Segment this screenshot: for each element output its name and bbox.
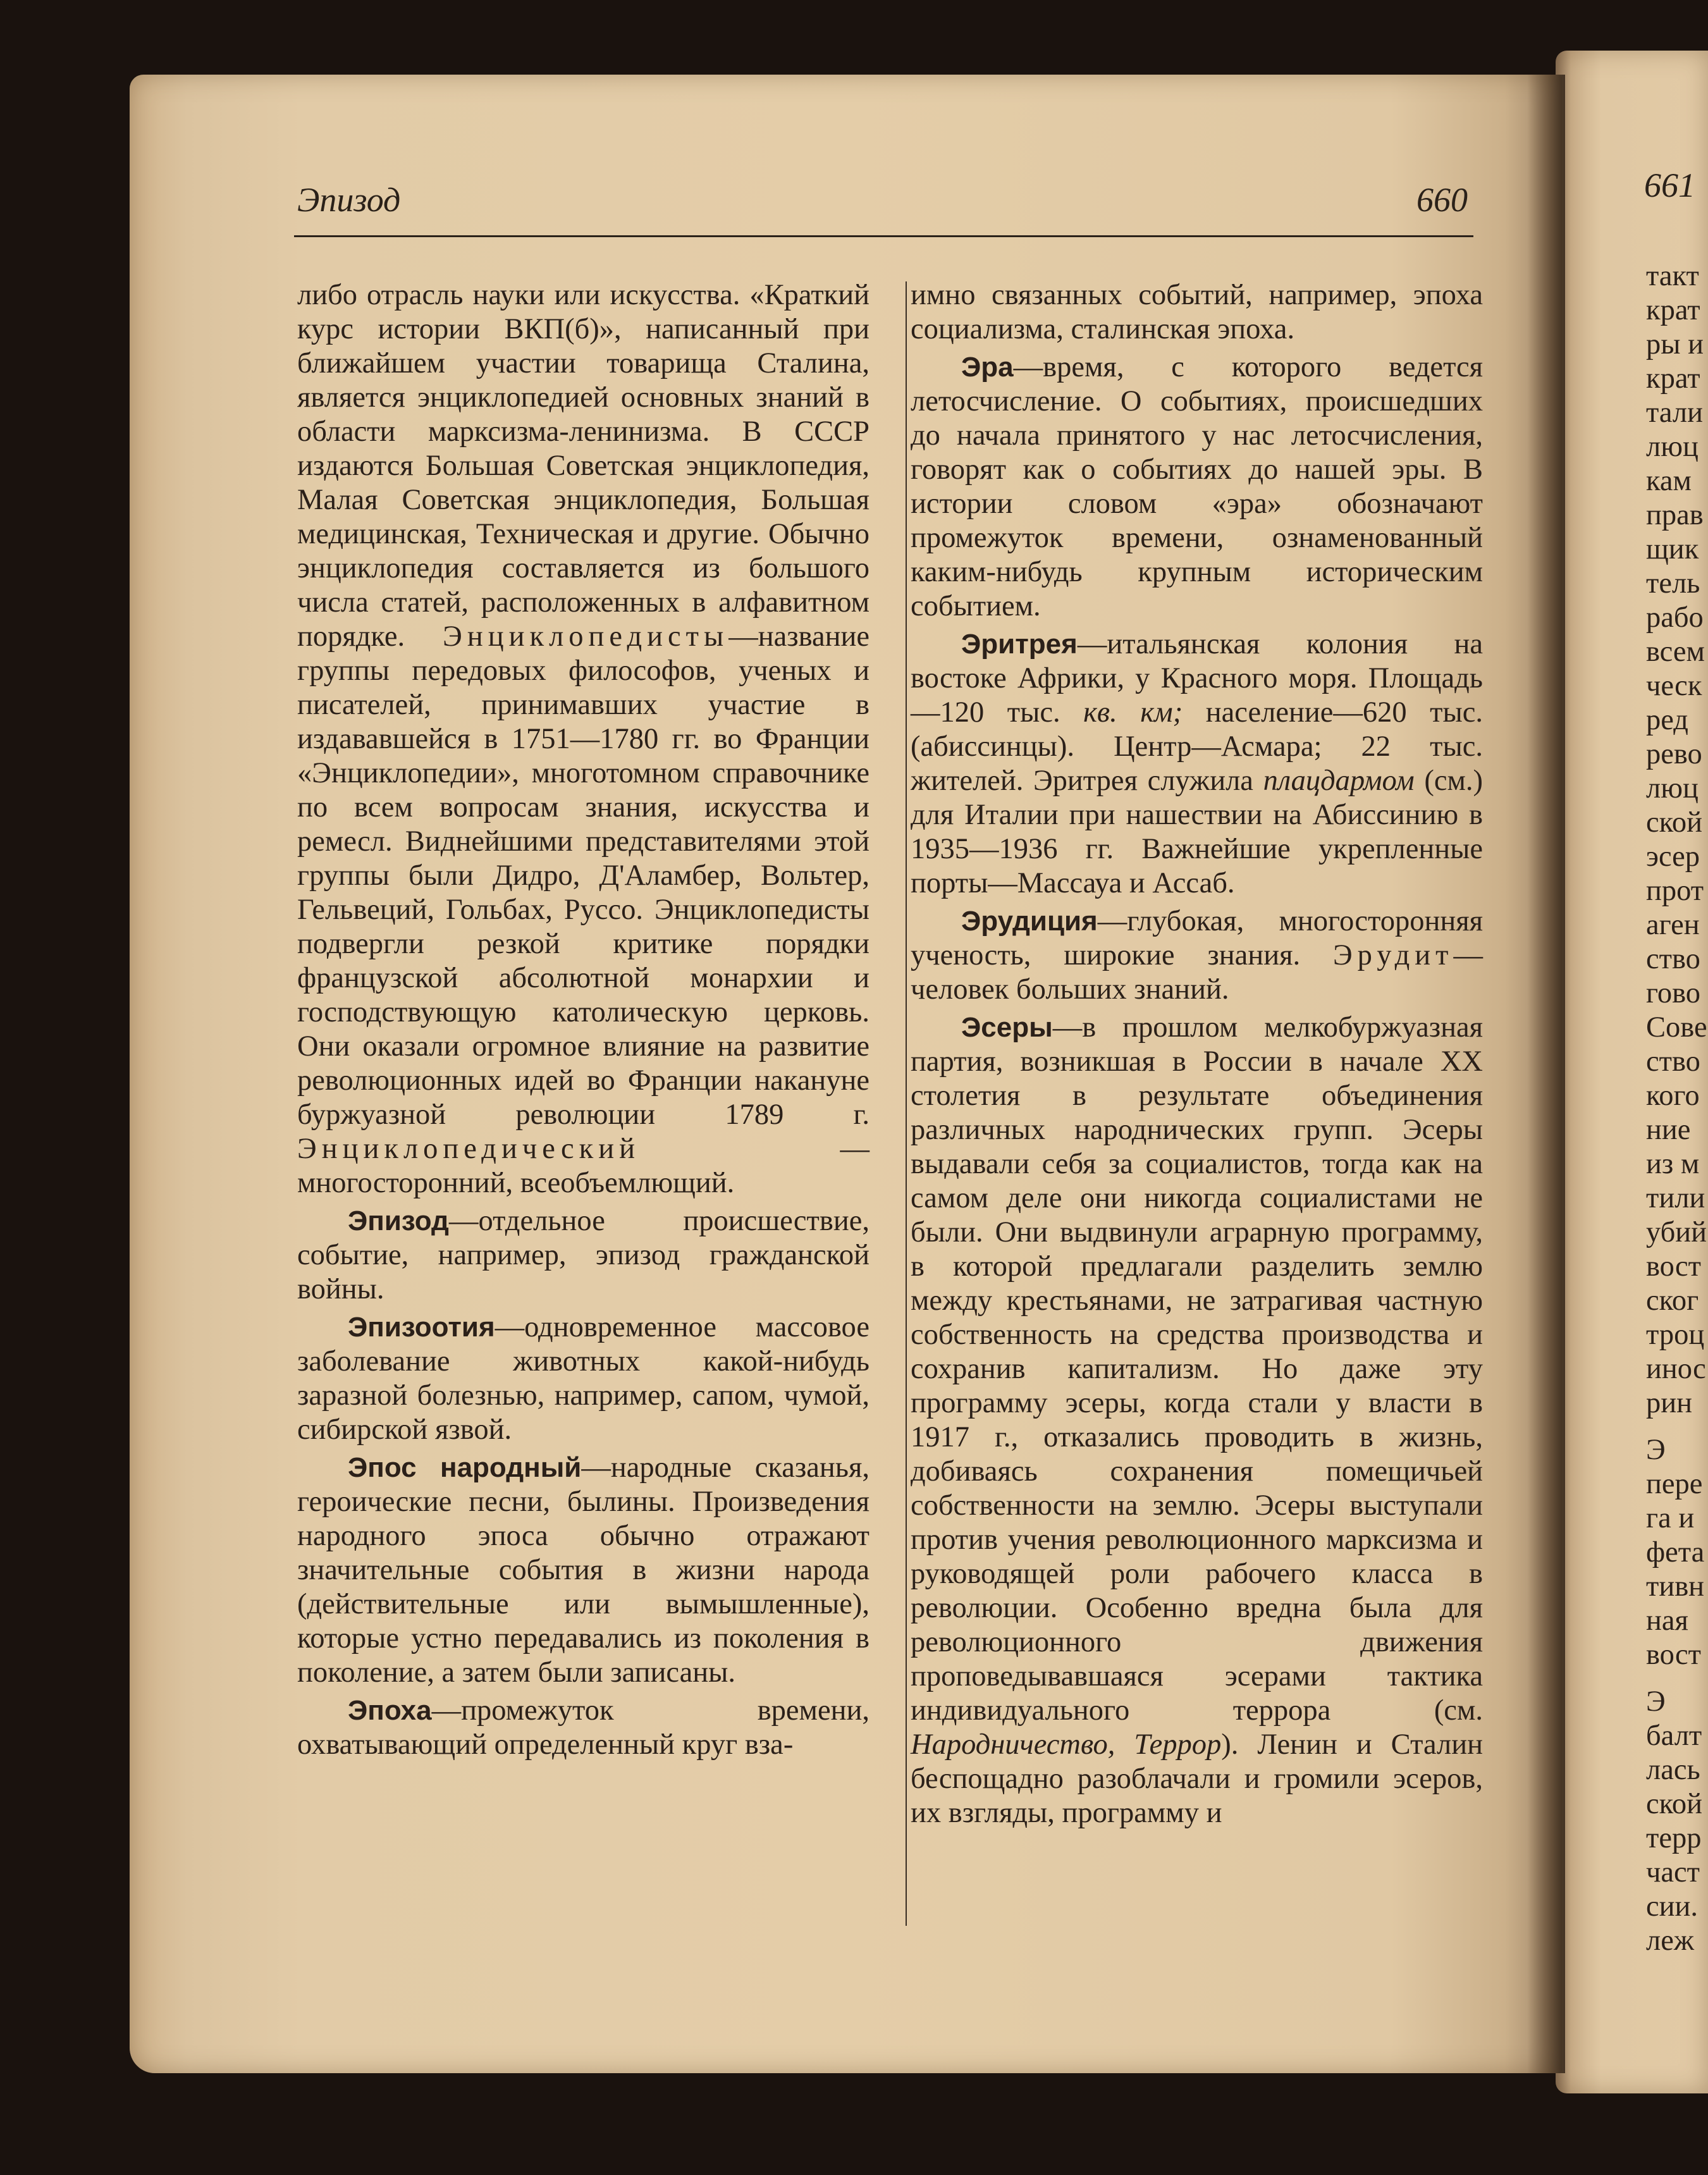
next-page-line-fragment: пере (1646, 1468, 1703, 1500)
next-page-line-fragment: терр (1646, 1822, 1702, 1854)
next-page-line-fragment: Э (1646, 1685, 1666, 1718)
next-page-line-fragment: балт (1646, 1720, 1702, 1752)
next-page-line-fragment: тивн (1646, 1570, 1705, 1603)
spaced-term: Энциклопедисты (443, 620, 729, 653)
entry-episode: Эпизод—отдельное происшествие, событие, например, эпизод гражданской войны. (297, 1205, 869, 1305)
book-gutter (1527, 75, 1565, 2073)
next-page-line-fragment: кам (1646, 465, 1692, 497)
spaced-term: Эрудит (1332, 939, 1454, 971)
left-text-column (297, 278, 869, 1766)
next-page-line-fragment: Э (1646, 1434, 1666, 1466)
next-page-line-fragment: щик (1646, 533, 1699, 565)
next-page-line-fragment: крат (1646, 362, 1700, 395)
unit-text: кв. км; (1083, 696, 1183, 729)
entry-epizootic: Эпизоотия—одновременное массовое заболевание животных какой-нибудь заразной болезнью, например, сапом, чумой, сибирской язвой. (297, 1311, 869, 1446)
next-page-line-fragment: част (1646, 1856, 1700, 1888)
entry-encyclopedia-continued: либо отрасль науки или искусства. «Краткий курс истории ВКП(б)», написанный при ближайшем участии товарища Сталина, является энциклопедией основных знаний в области марксизма-ленинизма. В СССР издаются Большая Советская энциклопедия, Малая Советская энциклопедия, Большая медицинская, Техническая и другие. Обычно энциклопедия составляется из большого числа статей, расположенных в алфавитном порядке. Энциклопедисты—название группы передовых философов, ученых и писателей, принимавших участие в издававшейся в 1751—1780 гг. во Франции «Энциклопедии», многотомном справочнике по всем вопросам знания, искусства и ремесл. Виднейшими представителями этой группы были Дидро, Д'Аламбер, Вольтер, Гельвеций, Гольбах, Руссо. Энциклопедисты подвергли резкой критике порядки французской абсолютной монархии и господствующую католическую церковь. Они оказали огромное влияние на развитие революционных идей во Франции накануне буржуазной революции 1789 г. Энциклопедический — многосторонний, всеобъемлющий. (297, 279, 869, 1199)
page-number: 660 (1416, 181, 1468, 219)
next-page-line-fragment: такт (1646, 260, 1699, 292)
running-head-title: Эпизод (297, 181, 401, 219)
next-page-line-fragment: ная (1646, 1605, 1688, 1637)
next-page-line-fragment: троц (1646, 1319, 1705, 1351)
next-page-line-fragment: эсер (1646, 841, 1700, 873)
next-page-line-fragment: рабо (1646, 601, 1704, 634)
next-page-line-fragment: тали (1646, 397, 1704, 429)
paragraph-gap (1646, 1420, 1708, 1433)
next-page-line-fragment: сии. (1646, 1890, 1699, 1923)
next-page-line-fragment: рево (1646, 738, 1702, 770)
headword: Эпизод (348, 1205, 449, 1236)
headword: Эритрея (961, 629, 1078, 660)
next-page-line-fragment: аген (1646, 909, 1700, 941)
next-page-line-fragment: вост (1646, 1639, 1702, 1671)
entry-epoch-continued: имно связанных событий, например, эпоха социализма, сталинская эпоха. (911, 279, 1483, 345)
next-page-line-fragment: рин (1646, 1387, 1693, 1419)
headword: Эсеры (961, 1012, 1053, 1043)
next-page-line-fragment: ског (1646, 1285, 1699, 1317)
next-page-line-fragment: прот (1646, 875, 1704, 907)
next-page-line-fragment: ство (1646, 1045, 1700, 1078)
next-page-line-fragment: ской (1646, 806, 1703, 839)
next-page-line-fragment: ство (1646, 943, 1700, 975)
next-page-line-fragment: ской (1646, 1788, 1703, 1820)
next-page-line-fragment: лась (1646, 1754, 1700, 1786)
next-page-line-fragment: Сове (1646, 1011, 1707, 1044)
headword: Эпоха (348, 1695, 432, 1726)
next-page-line-fragment: фета (1646, 1536, 1705, 1568)
headword: Эпос народный (348, 1452, 582, 1483)
next-page-line-fragment: инос (1646, 1353, 1706, 1385)
headword: Эра (961, 352, 1014, 383)
next-page-line-fragment: крат (1646, 294, 1700, 326)
next-page-line-fragment: люц (1646, 431, 1699, 463)
spaced-term: Энциклопедический (297, 1133, 641, 1165)
next-page-line-fragment: гово (1646, 977, 1701, 1009)
cross-reference: Народничество, Террор (911, 1728, 1222, 1761)
next-page-line-fragment: леж (1646, 1925, 1694, 1957)
next-page-line-fragment: всем (1646, 636, 1705, 668)
headword: Эрудиция (961, 906, 1098, 937)
cross-reference: плацдармом (1263, 765, 1415, 797)
next-page-line-fragment: люц (1646, 772, 1699, 804)
headword: Эпизоотия (348, 1312, 495, 1343)
entry-epoch: Эпоха—промежуток времени, охватывающий определенный круг вза- (297, 1694, 869, 1761)
next-page-line-fragment: тель (1646, 567, 1700, 600)
next-page-line-fragment: убий (1646, 1216, 1707, 1248)
next-page-line-fragment: ред (1646, 704, 1688, 736)
next-page-line-fragment: кого (1646, 1080, 1700, 1112)
next-page-line-fragment: ческ (1646, 670, 1702, 702)
next-page-line-fragment: прав (1646, 499, 1704, 531)
next-page-number: 661 (1644, 166, 1695, 204)
next-page-line-fragment: ние (1646, 1114, 1691, 1146)
next-page-line-fragment: га и (1646, 1502, 1695, 1534)
column-divider (906, 281, 907, 1926)
next-page-line-fragment: из м (1646, 1148, 1700, 1180)
next-page-line-fragment: тили (1646, 1182, 1705, 1214)
next-page-line-fragment: вост (1646, 1250, 1702, 1283)
next-page-text-fragments (1646, 259, 1708, 1958)
right-text-column (911, 278, 1483, 1834)
next-page-line-fragment: ры и (1646, 328, 1704, 360)
entry-esers: Эсеры—в прошлом мелкобуржуазная партия, возникшая в России в начале XX столетия в результате объединения различных народнических групп. Эсеры выдавали себя за социалистов, тогда как на самом деле они никогда социалистами не были. Они выдвинули аграрную программу, в которой предлагали разделить землю между крестьянами, не затрагивая частную собственность на средства производства и сохранив капитализм. Но даже эту программу эсеры, когда стали у власти в 1917 г., отказались проводить в жизнь, добиваясь сохранения помещичьей собственности на землю. Эсеры выступали против учения революционного марксизма и руководящей роли рабочего класса в революции. Особенно вредна была для революционного движения проповедывавшаяся эсерами тактика индивидуального террора (см. Народничество, Террор). Ленин и Сталин беспощадно разоблачали и громили эсеров, их взгляды, программу и (911, 1011, 1483, 1829)
entry-folk-epic: Эпос народный—народные сказанья, героические песни, былины. Произведения народного эпоса обычно отражают значительные события в жизни народа (действительные или вымышленные), которые устно передавались из поколения в поколение, а затем были записаны. (297, 1451, 869, 1689)
entry-era: Эра—время, с которого ведется летосчисление. О событиях, происшедших до начала принятого у нас летосчисления, говорят как о событиях до нашей эры. В истории словом «эра» обозначают промежуток времени, ознаменованный каким-нибудь крупным историческим событием. (911, 351, 1483, 622)
entry-erudition: Эрудиция—глубокая, многосторонняя ученость, широкие знания. Эрудит—человек больших знаний. (911, 905, 1483, 1006)
paragraph-gap (1646, 1672, 1708, 1685)
entry-eritrea: Эритрея—итальянская колония на востоке Африки, у Красного моря. Площадь—120 тыс. кв. км; население—620 тыс. (абиссинцы). Центр—Асмара; 22 тыс. жителей. Эритрея служила плацдармом (см.) для Италии при нашествии на Абиссинию в 1935—1936 гг. Важнейшие укрепленные порты—Массауа и Ассаб. (911, 628, 1484, 899)
header-rule (294, 235, 1473, 237)
